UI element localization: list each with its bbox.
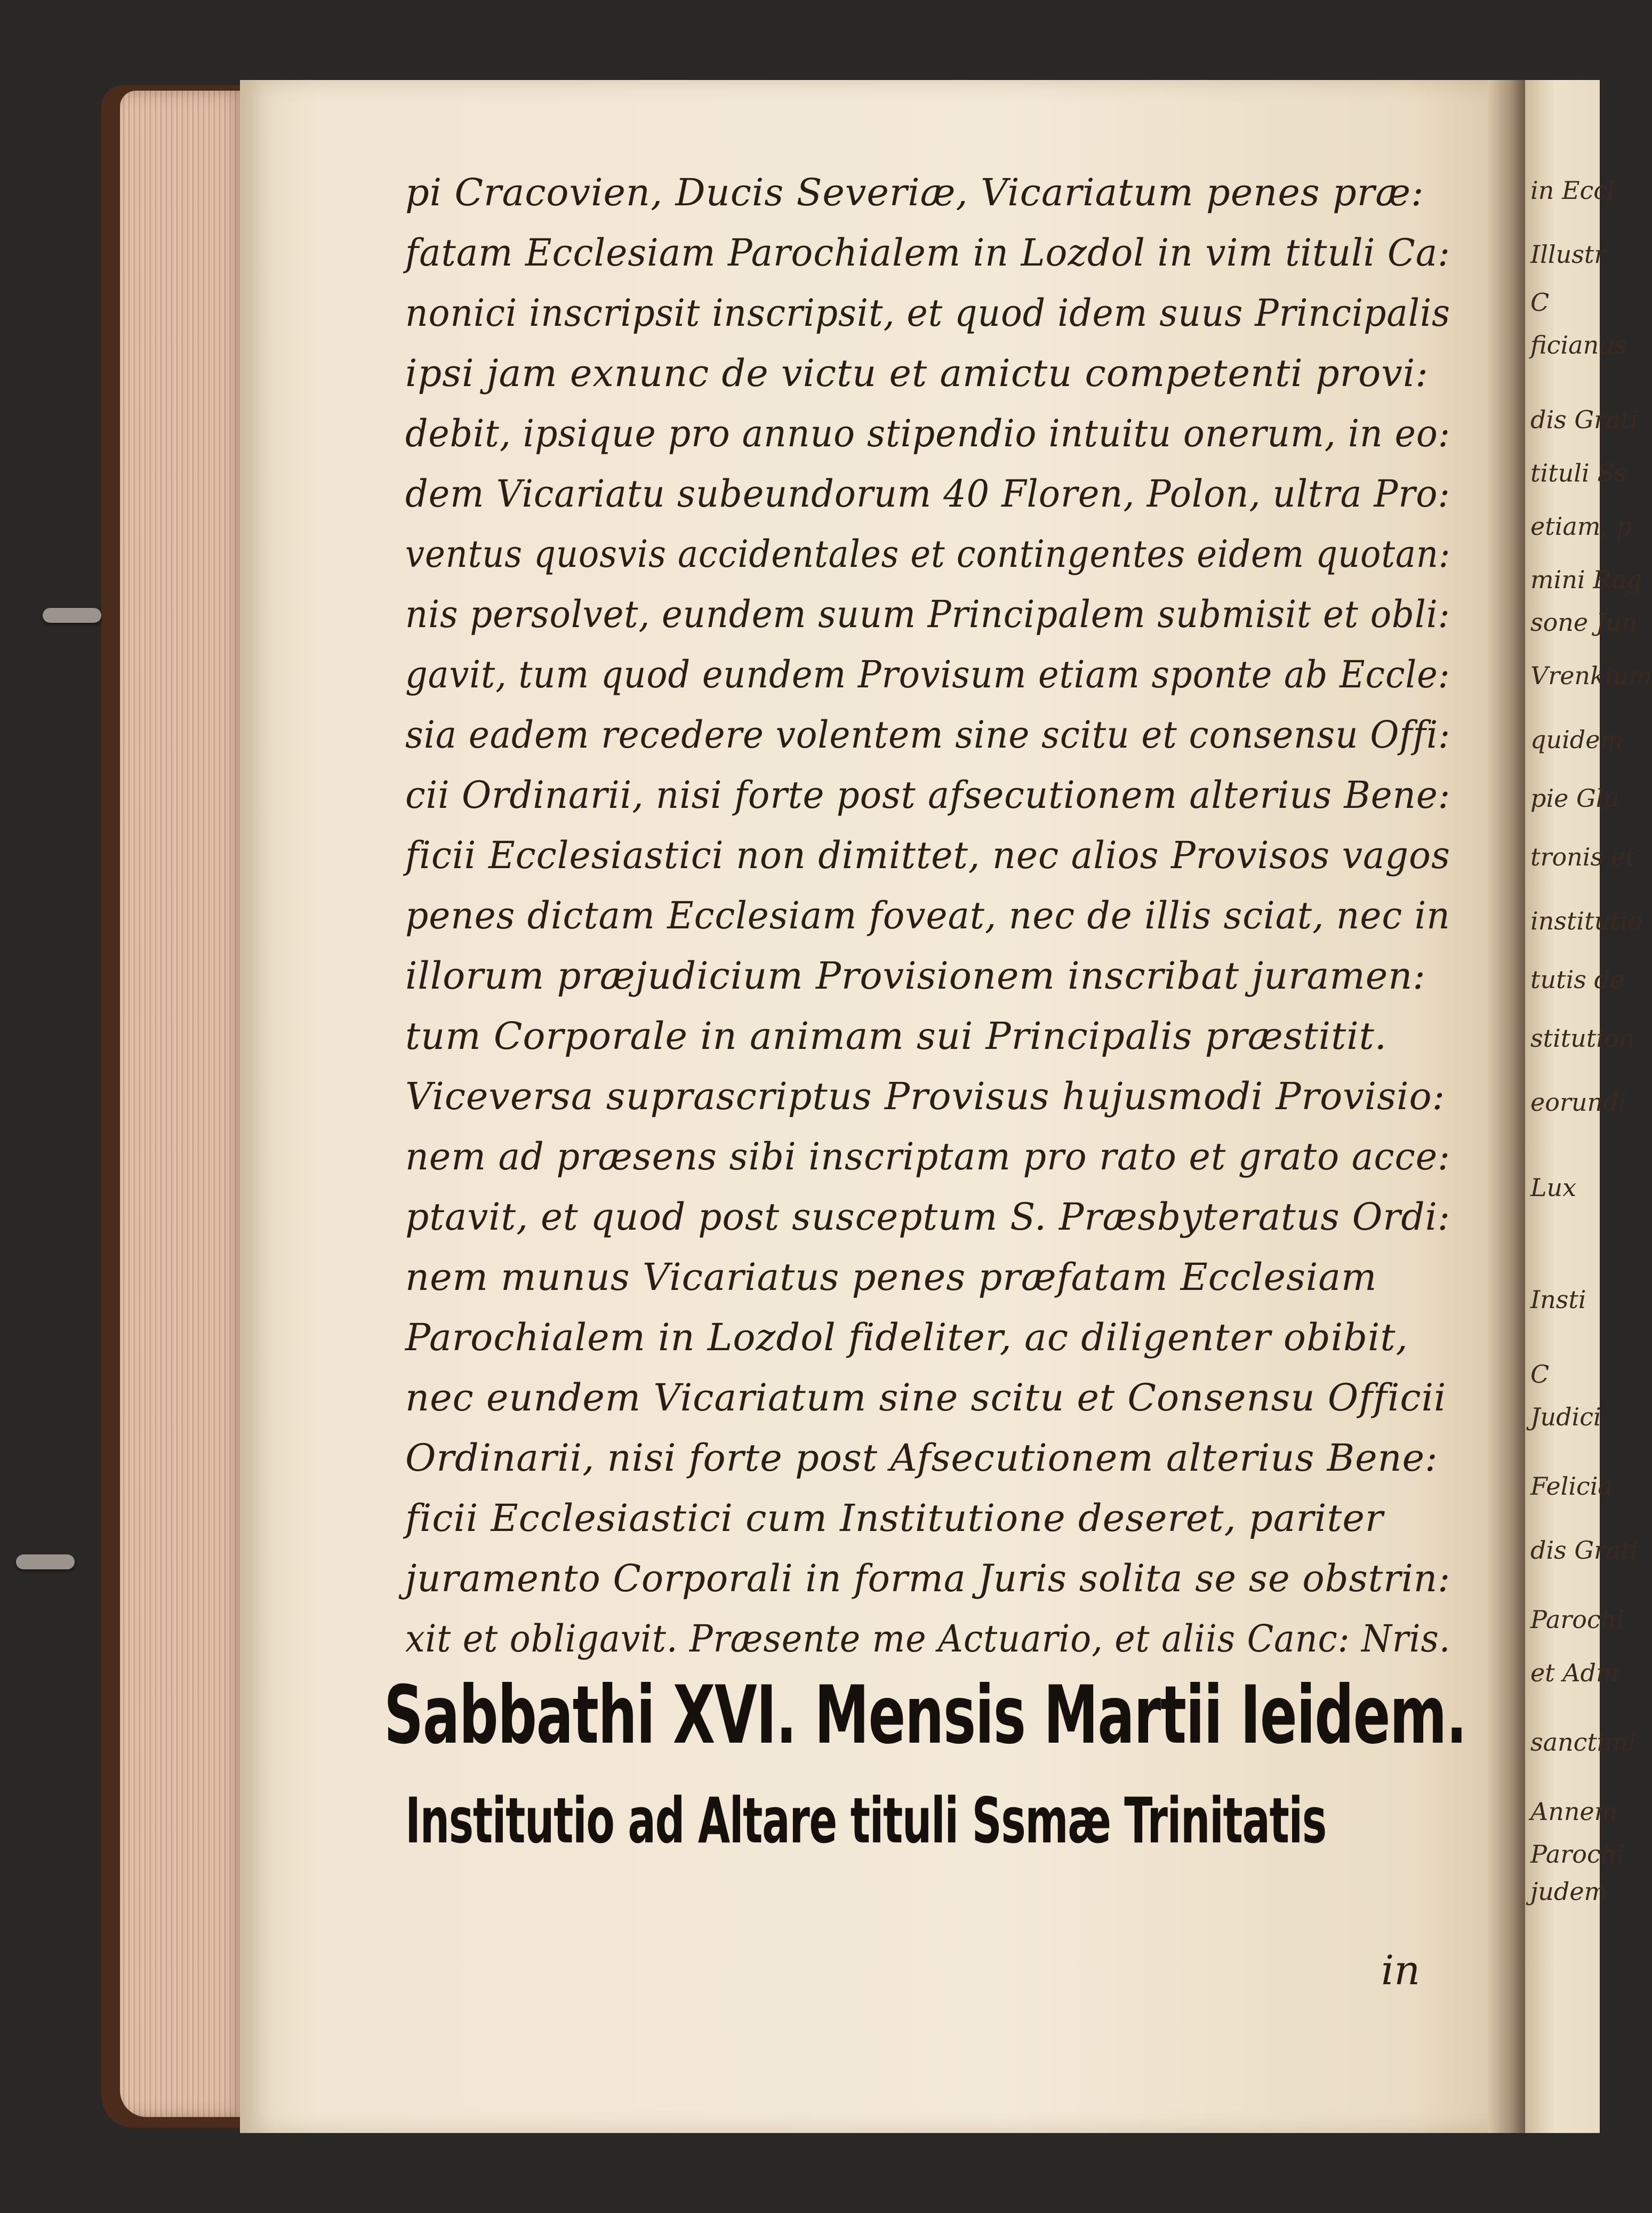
facing-page-fragment: sone Jun (1530, 608, 1638, 637)
manuscript-line: Ordinarii, nisi forte post Afsecutionem alterius Bene: (405, 1436, 1438, 1480)
manuscript-line: penes dictam Ecclesiam foveat, nec de illis sciat, nec in (405, 894, 1450, 937)
book-gutter (1488, 80, 1525, 2133)
manuscript-line: xit et obligavit. Præsente me Actuario, et aliis Canc: Nris. (405, 1617, 1451, 1661)
facing-page-fragment: Insti (1530, 1285, 1586, 1314)
facing-page-fragment: Annem (1530, 1797, 1618, 1826)
facing-page-fragment: tronis et (1530, 843, 1635, 871)
clasp-pin-lower (16, 1554, 75, 1569)
page-fore-edge (120, 91, 248, 2117)
facing-page-fragment: Lux (1530, 1173, 1577, 1202)
manuscript-line: nem ad præsens sibi inscriptam pro rato et grato acce: (405, 1135, 1450, 1178)
facing-page-fragment: tutis de (1530, 965, 1625, 994)
manuscript-line: ventus quosvis accidentales et contingentes eidem quotan: (405, 532, 1451, 576)
facing-page-fragment: institutio (1530, 907, 1643, 935)
facing-page-fragment: pie Glu (1530, 784, 1620, 813)
facing-page-fragment: dis Grati (1530, 405, 1638, 434)
manuscript-line: nec eundem Vicariatum sine scitu et Consensu Officii (405, 1376, 1447, 1420)
catchword: in (1381, 1946, 1421, 1994)
facing-page-fragment: eorundi (1530, 1088, 1627, 1117)
clasp-pin-upper (43, 608, 101, 623)
manuscript-line: pi Cracovien, Ducis Severiæ, Vicariatum penes præ: (405, 171, 1424, 214)
manuscript-line: Viceversa suprascriptus Provisus hujusmodi Provisio: (405, 1075, 1446, 1118)
manuscript-line: ficii Ecclesiastici cum Institutione deseret, pariter (405, 1496, 1384, 1540)
manuscript-line: debit, ipsique pro annuo stipendio intuitu onerum, in eo: (405, 412, 1451, 455)
entry-date-heading: Sabbathi XVI. Mensis Martii Ieidem. (384, 1669, 1466, 1762)
facing-page-fragment: quidem (1530, 725, 1624, 754)
facing-page-fragment: mini Rag (1530, 565, 1642, 594)
facing-page-fragment: etiam, p (1530, 512, 1632, 541)
facing-page-fragment: judem (1530, 1877, 1608, 1906)
manuscript-line: nis persolvet, eundem suum Principalem submisit et obli: (405, 592, 1450, 636)
facing-page-fragment: in Eccl (1530, 176, 1615, 205)
facing-page-fragment: Illustr (1530, 240, 1606, 269)
facing-page-fragment: sanctimi (1530, 1728, 1636, 1757)
facing-page-fragment: tituli Ss (1530, 459, 1627, 487)
entry-title-heading: Institutio ad Altare tituli Ssmæ Trinitatis (405, 1784, 1326, 1857)
facing-page-fragment: et Adm (1530, 1658, 1619, 1687)
manuscript-line: ficii Ecclesiastici non dimittet, nec alios Provisos vagos (405, 833, 1450, 877)
facing-page-fragment: C (1530, 288, 1550, 317)
manuscript-line: nonici inscripsit inscripsit, et quod idem suus Principalis (405, 291, 1450, 335)
facing-page-fragment: C (1530, 1360, 1550, 1389)
manuscript-line: gavit, tum quod eundem Provisum etiam sponte ab Eccle: (405, 653, 1450, 696)
manuscript-line: fatam Ecclesiam Parochialem in Lozdol in vim tituli Ca: (405, 231, 1451, 275)
facing-page-fragment: dis Grati (1530, 1536, 1638, 1565)
facing-page-fragment: Felicia (1530, 1472, 1613, 1501)
manuscript-line: ptavit, et quod post susceptum S. Præsbyteratus Ordi: (405, 1195, 1450, 1239)
facing-page-fragment: ficianus (1530, 331, 1627, 359)
manuscript-line: tum Corporale in animam sui Principalis præstitit. (405, 1014, 1388, 1058)
manuscript-line: Parochialem in Lozdol fideliter, ac diligenter obibit, (405, 1316, 1408, 1359)
manuscript-line: cii Ordinarii, nisi forte post afsecutionem alterius Bene: (405, 773, 1451, 817)
facing-page-fragment: stitution (1530, 1024, 1635, 1053)
manuscript-line: dem Vicariatu subeundorum 40 Floren, Polon, ultra Pro: (405, 472, 1450, 516)
manuscript-line: nem munus Vicariatus penes præfatam Ecclesiam (405, 1255, 1377, 1299)
facing-page-fragment: Judici (1530, 1402, 1601, 1431)
manuscript-line: illorum præjudicium Provisionem inscribat juramen: (405, 954, 1426, 998)
manuscript-line: juramento Corporali in forma Juris solita se se obstrin: (405, 1557, 1451, 1600)
manuscript-line: sia eadem recedere volentem sine scitu et consensu Offi: (405, 713, 1451, 757)
facing-page-fragment: Parochi (1530, 1840, 1625, 1869)
facing-page-fragment: Parochi (1530, 1605, 1625, 1634)
facing-page-edge (1525, 80, 1652, 2133)
manuscript-line: ipsi jam exnunc de victu et amictu competenti provi: (405, 351, 1429, 395)
facing-page-fragment: Vrenkium (1530, 661, 1652, 690)
